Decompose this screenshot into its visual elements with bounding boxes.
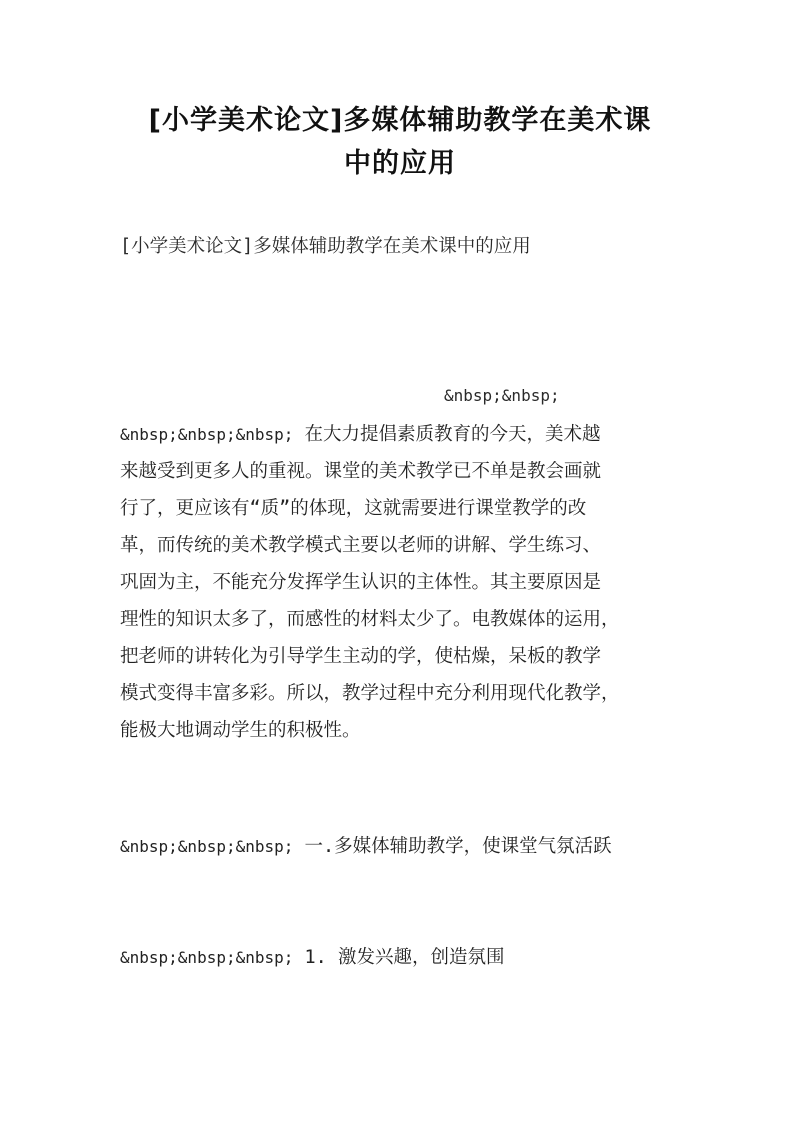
document-title-line-1: [小学美术论文]多媒体辅助教学在美术课 (148, 105, 652, 136)
paragraph-line: 把老师的讲转化为引导学生主动的学，使枯燥，呆板的教学 (120, 646, 602, 667)
paragraph-line: 巩固为主，不能充分发挥学生认识的主体性。其主要原因是 (120, 572, 602, 593)
heading-prefix: &nbsp;&nbsp;&nbsp; (120, 837, 294, 856)
entity-text-line: &nbsp;&nbsp; (444, 386, 560, 405)
paragraph-line: 模式变得丰富多彩。所以，教学过程中充分利用现代化教学， (120, 683, 620, 704)
paragraph-line: 来越受到更多人的重视。课堂的美术教学已不单是教会画就 (120, 461, 602, 482)
paragraph-line: 理性的知识太多了，而感性的材料太少了。电教媒体的运用， (120, 609, 620, 630)
section-heading-2 (120, 943, 504, 969)
heading-text: 1. 激发兴趣，创造氛围 (304, 947, 505, 968)
paragraph-line: 革，而传统的美术教学模式主要以老师的讲解、学生练习、 (120, 535, 602, 556)
paragraph-line: 能极大地调动学生的积极性。 (120, 720, 361, 741)
section-heading-1 (120, 832, 612, 858)
paragraph-line (120, 420, 601, 450)
paragraph-prefix: &nbsp;&nbsp;&nbsp; (120, 425, 294, 444)
document-title-line-2: 中的应用 (344, 148, 456, 179)
heading-text: 一.多媒体辅助教学，使课堂气氛活跃 (304, 836, 612, 857)
paragraph-line-text: 在大力提倡素质教育的今天，美术越 (304, 424, 601, 445)
heading-prefix: &nbsp;&nbsp;&nbsp; (120, 948, 294, 967)
document-subtitle: [小学美术论文]多媒体辅助教学在美术课中的应用 (120, 236, 531, 257)
paragraph-line: 行了，更应该有“质”的体现，这就需要进行课堂教学的改 (120, 498, 587, 519)
